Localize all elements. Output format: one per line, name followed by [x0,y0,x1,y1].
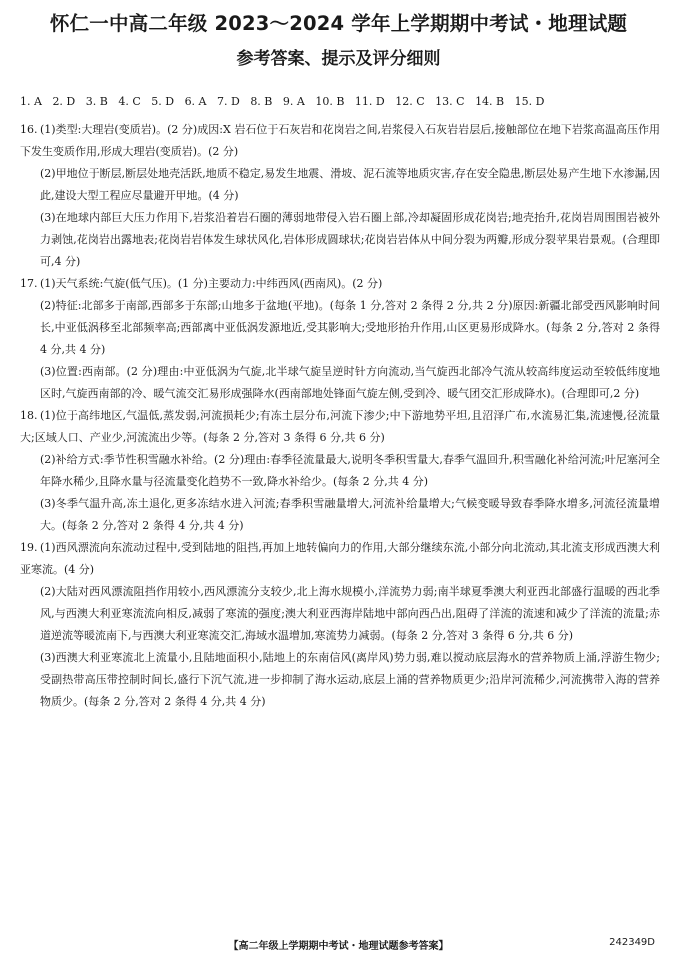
answer-text: (1)西风漂流向东流动过程中,受到陆地的阻挡,再加上地转偏向力的作用,大部分继续东流,小部分向北流动,其北流支形成西澳大利亚寒流。(4 分) [20,541,660,576]
answer-paragraph: (2)特征:北部多于南部,西部多于东部;山地多于盆地(平地)。(每条 1 分,答对 2 条得 2 分,共 2 分)原因:新疆北部受西风影响时间长,中亚低涡移至北部频率高;西部离中亚低涡发源地近,受其影响大;受地形抬升作用,山区更易形成降水。(每条 2 分,答对 2 条得 4 分,共 4 分) [40,299,660,356]
choice-answer: 5. D [151,95,175,108]
footer-code: 242349D [609,937,655,948]
answer-text: (1)位于高纬地区,气温低,蒸发弱,河流损耗少;有冻土层分布,河流下渗少;中下游地势平坦,且沼泽广布,水流易汇集,流速慢,径流量大;区域人口、产业少,河流流出少等。(每条 2 分,答对 3 条得 6 分,共 6 分) [20,409,660,444]
question-number: 16. [20,123,38,136]
answer-paragraph: (2)甲地位于断层,断层处地壳活跃,地质不稳定,易发生地震、滑坡、泥石流等地质灾害,存在安全隐患,断层处易产生地下水渗漏,因此,建设大型工程应尽量避开甲地。(4 分) [40,167,660,202]
question-17 [20,273,660,405]
choice-answer: 15. D [514,95,545,108]
choice-answer: 6. A [184,95,207,108]
choice-answer: 14. B [475,95,505,108]
choice-answer: 7. D [217,95,240,108]
question-number: 17. [20,277,38,290]
answer-body [20,119,660,713]
choice-answer: 11. D [354,95,385,108]
page-title: 怀仁一中高二年级 2023～2024 学年上学期期中考试・地理试题 [49,12,628,35]
answer-paragraph [20,405,660,449]
choice-answer: 3. B [85,95,108,108]
question-18 [20,405,660,537]
question-number: 18. [20,409,38,422]
answer-paragraph: (3)位置:西南部。(2 分)理由:中亚低涡为气旋,北半球气旋呈逆时针方向流动,当气旋西北部冷气流从较高纬度运动至较低纬度地区时,气旋西南部的冷、暖气流交汇易形成强降水(西南部地处锋面气旋左侧,受到冷、暖气团交汇形成降水)。(合理即可,2 分) [40,365,660,400]
answer-paragraph: (3)西澳大利亚寒流北上流量小,且陆地面积小,陆地上的东南信风(离岸风)势力弱,难以搅动底层海水的营养物质上涌,浮游生物少;受副热带高压带控制时间长,盛行下沉气流,进一步抑制了海水运动,底层上涌的营养物质更少;沿岸河流稀少,河流携带入海的营养物质少。(每条 2 分,答对 2 条得 4 分,共 4 分) [40,651,660,708]
page-subtitle: 参考答案、提示及评分细则 [236,49,441,69]
footer-label: 【高二年级上学期期中考试・地理试题参考答案】 [228,941,449,952]
answer-paragraph: (3)冬季气温升高,冻土退化,更多冻结水进入河流;春季积雪融量增大,河流补给量增大;气候变暖导致春季降水增多,河流径流量增大。(每条 2 分,答对 2 条得 4 分,共 4 分) [40,497,660,532]
choice-answers-row [20,95,660,108]
choice-answer: 2. D [52,95,76,108]
answer-text: (1)类型:大理岩(变质岩)。(2 分)成因:X 岩石位于石灰岩和花岗岩之间,岩浆侵入石灰岩岩层后,接触部位在地下岩浆高温高压作用下发生变质作用,形成大理岩(变质岩)。(2 分) [20,123,660,158]
answer-text: (1)天气系统:气旋(低气压)。(1 分)主要动力:中纬西风(西南风)。(2 分) [40,277,383,290]
choice-answer: 12. C [395,95,425,108]
answer-paragraph: (2)补给方式:季节性积雪融水补给。(2 分)理由:春季径流量最大,说明冬季积雪量大,春季气温回升,积雪融化补给河流;叶尼塞河全年降水稀少,且降水量与径流量变化趋势不一致,降水补给少。(每条 2 分,共 4 分) [40,453,660,488]
answer-paragraph: (3)在地球内部巨大压力作用下,岩浆沿着岩石圈的薄弱地带侵入岩石圈上部,冷却凝固形成花岗岩;地壳抬升,花岗岩周围围岩被外力剥蚀,花岗岩出露地表;花岗岩岩体发生球状风化,岩体形成圆球状;花岗岩岩体从中间分裂为两瓣,形成分裂苹果岩景观。(合理即可,4 分) [40,211,660,268]
choice-answer: 8. B [250,95,273,108]
choice-answer: 13. C [435,95,465,108]
answer-paragraph [20,119,660,163]
question-number: 19. [20,541,38,554]
choice-answer: 10. B [315,95,345,108]
answer-paragraph [20,537,660,581]
question-16 [20,119,660,273]
choice-answer: 4. C [118,95,141,108]
answer-paragraph [20,273,660,295]
question-19 [20,537,660,713]
choice-answer: 9. A [282,95,305,108]
answer-paragraph: (2)大陆对西风漂流阻挡作用较小,西风漂流分支较少,北上海水规模小,洋流势力弱;南半球夏季澳大利亚西北部盛行温暖的西北季风,与西澳大利亚寒流流向相反,减弱了寒流的强度;澳大利亚西海岸陆地中部向西凸出,阻碍了洋流的流速和减少了洋流的流量;赤道逆流等暖流南下,与西澳大利亚寒流交汇,海域水温增加,寒流势力减弱。(每条 2 分,答对 3 条得 6 分,共 6 分) [40,585,660,642]
choice-answer: 1. A [20,95,42,108]
